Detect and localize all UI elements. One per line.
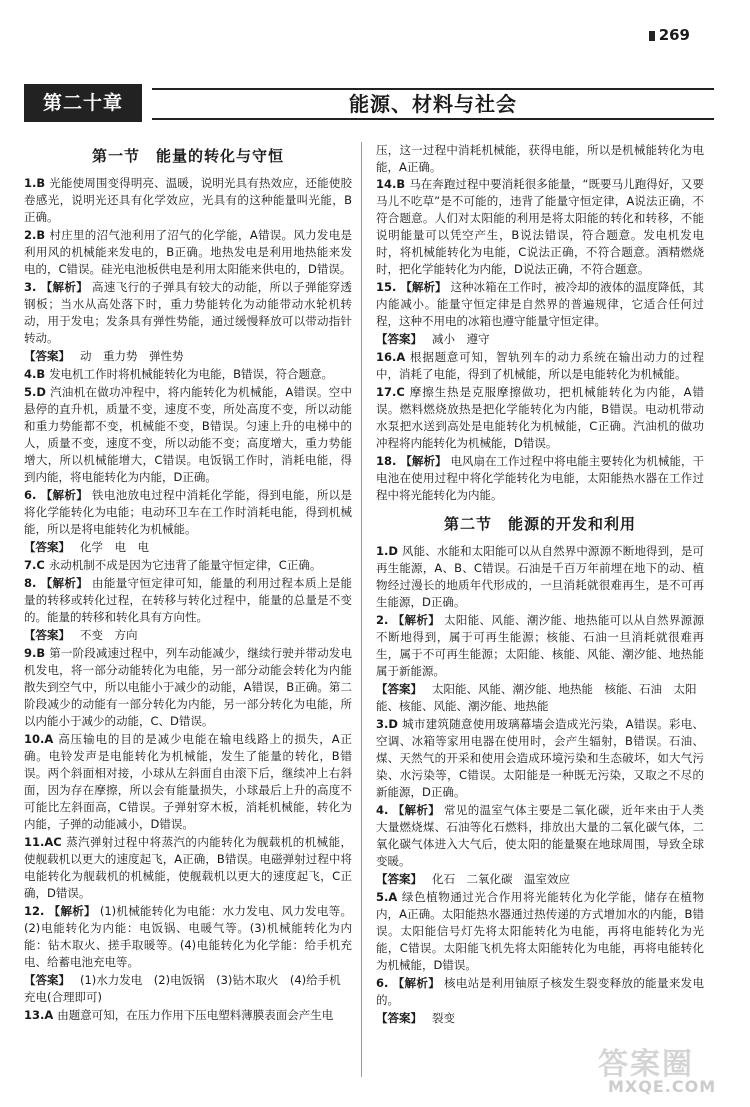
item-number: 5.D [24, 385, 46, 399]
answer-item [376, 716, 704, 801]
answer-item [376, 889, 704, 974]
continued-text: 压，这一过程中消耗机械能，获得电能，所以是机械能转化为电能，A正确。 [376, 143, 704, 174]
item-text: 永动机制不成是因为它违背了能量守恒定律，C正确。 [48, 558, 322, 572]
answer-value: 化学 电 电 [80, 540, 149, 554]
item-number: 5.A [376, 890, 398, 904]
item-text: 绿色植物通过光合作用将光能转化为化学能，储存在植物内，A正确。太阳能热水器通过热传递的方式增加水的内能，B错误。太阳能信号灯先将太阳能转化为电能，再将电能转化为光能，C错误。太阳能飞机先将太阳能转化为电能，再将电能转化为机械能，D错误。 [376, 890, 704, 972]
answer-list-2 [376, 543, 704, 1027]
answer-item [376, 279, 704, 330]
analysis-tag: 【解析】 [392, 803, 441, 817]
answer-item [376, 612, 704, 680]
answer-tag: 【答案】 [24, 540, 70, 554]
answer-item [376, 802, 704, 870]
item-text: 常见的温室气体主要是二氧化碳，近年来由于人类大量燃烧煤、石油等化石燃料，排放出大量的二氧化碳气体，二氧化碳气体进入大气后，使太阳的能量聚在地球周围，导致全球变暖。 [376, 803, 705, 868]
item-number: 9.B [24, 646, 46, 660]
analysis-tag: 【解析】 [400, 280, 447, 294]
answer-line [24, 348, 352, 365]
item-number: 1.D [376, 544, 398, 558]
answer-tag: 【答案】 [376, 682, 422, 696]
item-number: 10.A [24, 732, 54, 746]
item-number: 12. [24, 904, 45, 918]
item-number: 7.C [24, 558, 45, 572]
item-number: 11.AC [24, 835, 62, 849]
analysis-tag: 【解析】 [40, 488, 89, 502]
item-number: 14.B [376, 177, 406, 191]
analysis-tag: 【解析】 [40, 576, 89, 590]
answer-tag: 【答案】 [24, 349, 70, 363]
item-text: 根据题意可知，智轨列车的动力系统在输出动力的过程中，消耗了电能，得到了机械能，所以是电能转化为机械能。 [376, 350, 704, 381]
item-text: 高速飞行的子弹具有较大的动能，所以子弹能穿透钢板；当水从高处落下时，重力势能转化为动能带动水轮机转动，用于发电；发条具有弹性势能，通过缓慢释放可以带动指针转动。 [24, 280, 353, 345]
answer-item [24, 175, 352, 226]
item-number: 4.B [24, 367, 46, 381]
answer-value: 裂变 [432, 1011, 455, 1025]
watermark-text: 答案圈 [598, 1047, 694, 1082]
chapter-header [24, 84, 714, 122]
section-title-2: 第二节 能源的开发和利用 [443, 515, 636, 533]
analysis-tag: 【解析】 [400, 454, 447, 468]
chapter-label: 第二十章 [24, 84, 142, 122]
answer-line [376, 331, 704, 348]
item-text: 由能量守恒定律可知，能量的利用过程本质上是能量的转移或转化过程，在转移与转化过程中，能量的总量是不变的。能量的转移和转化具有方向性。 [24, 576, 353, 624]
analysis-tag: 【解析】 [48, 904, 96, 918]
answer-value: 减小 遵守 [432, 332, 490, 346]
answer-item [376, 176, 704, 278]
item-number: 13.A [24, 1008, 54, 1022]
item-number: 2.B [24, 228, 46, 242]
page-number: 269 [649, 26, 690, 44]
item-text: 高压输电的目的是减少电能在输电线路上的损失，A正确。电铃发声是电能转化为机械能，发生了能量的转化，B错误。两个斜面相对接，小球从左斜面自由滚下后，继续冲上右斜面，因为存在摩擦，所以会有能量损失，小球最后上升的高度不可能比左斜面高，C错误。子弹射穿木板，消耗机械能，转化为内能，子弹的动能减小，D错误。 [24, 732, 352, 831]
right-column [376, 142, 704, 1028]
column-divider [361, 142, 362, 1077]
section-title: 第一节 能量的转化与守恒 [91, 147, 284, 165]
item-number: 6. [24, 488, 37, 502]
page-marker-icon [649, 31, 655, 41]
answer-line [376, 1010, 704, 1027]
item-number: 15. [376, 280, 397, 294]
item-text: 太阳能、风能、潮汐能、地热能可以从自然界源源不断地得到，属于可再生能源；核能、石油一旦消耗就很难再生，属于不可再生能源；太阳能、核能、风能、潮汐能、地热能属于新能源。 [376, 613, 705, 678]
left-column [24, 142, 352, 1025]
item-text: 城市建筑随意使用玻璃幕墙会造成光污染，A错误。彩电、空调、冰箱等家用电器在使用时，会产生辐射，B错误。石油、煤、天然气的开采和使用会造成环境污染和生态破坏，如大气污染、水污染等，C错误。太阳能是一种既无污染，又取之不尽的新能源，D正确。 [376, 717, 704, 799]
item-text: 村庄里的沼气池利用了沼气的化学能，A错误。风力发电是利用风的机械能来发电的，B正确。地热发电是利用地热能来发电的，C错误。硅光电池板供电是利用太阳能来供电的，D错误。 [24, 228, 352, 276]
item-text: 蒸汽弹射过程中将蒸汽的内能转化为舰载机的机械能，使舰载机以更大的速度起飞，A正确，B错误。电磁弹射过程中将电能转化为舰载机的机械能，使舰载机以更大的速度起飞，C正确，D错误。 [24, 835, 352, 900]
item-number: 3.D [376, 717, 398, 731]
item-text: 汽油机在做功冲程中，将内能转化为机械能，A错误。空中悬停的直升机，质量不变，速度不变，所处高度不变，所以动能和重力势能都不变，机械能不变，B错误。匀速上升的电梯中的人，质量不变，速度不变，所以动能不变；高度增大，重力势能增大，所以机械能增大，C错误。电饭锅工作时，消耗电能，得到内能，将电能转化为内能，D正确。 [24, 385, 352, 484]
answer-item [376, 543, 704, 611]
answer-tag: 【答案】 [376, 872, 422, 886]
item-number: 18. [376, 454, 397, 468]
answer-value: 太阳能、风能、潮汐能、地热能 核能、石油 太阳能、核能、风能、潮汐能、地热能 [376, 682, 697, 713]
answer-value: (1)水力发电 (2)电饭锅 (3)钻木取火 (4)给手机充电(合理即可) [24, 973, 341, 1004]
answer-item [24, 384, 352, 486]
answer-item [24, 487, 352, 538]
item-text: 铁电池放电过程中消耗化学能，得到电能，所以是将化学能转化为电能；电动环卫车在工作时消耗电能，得到机械能，所以是将电能转化为机械能。 [24, 488, 353, 536]
item-text: 摩擦生热是克服摩擦做功，把机械能转化为内能，A错误。燃料燃烧放热是把化学能转化为内能，B错误。电动机带动水泵把水送到高处是电能转化为机械能，C正确。汽油机的做功冲程将内能转化为机械能，D错误。 [376, 385, 704, 450]
item-number: 8. [24, 576, 37, 590]
answer-value: 动 重力势 弹性势 [80, 349, 184, 363]
answer-item [24, 834, 352, 902]
item-number: 17.C [376, 385, 405, 399]
answer-item [24, 279, 352, 347]
answer-tag: 【答案】 [24, 973, 70, 987]
item-text: 这种冰箱在工作时，被冷却的液体的温度降低，其内能减小。能量守恒定律是自然界的普遍规律，它适合任何过程，这种不用电的冰箱也遵守能量守恒定律。 [376, 280, 705, 328]
answer-item [376, 349, 704, 383]
item-text: 光能使周围变得明亮、温暖，说明光具有热效应，还能使胶卷感光，说明光还具有化学效应，光具有的这种能量叫光能，B正确。 [24, 176, 352, 224]
answer-line [24, 539, 352, 556]
item-text: 核电站是利用铀原子核发生裂变释放的能量来发电的。 [376, 976, 705, 1007]
answer-item [24, 1007, 352, 1024]
watermark-url: MXQE.COM [608, 1077, 717, 1096]
item-number: 1.B [24, 176, 46, 190]
item-text: (1)机械能转化为电能：水力发电、风力发电等。(2)电能转化为内能：电饭锅、电暖气等。(3)机械能转化为内能：钻木取火、搓手取暖等。(4)电能转化为化学能：给手机充电、给蓄电池充电等。 [24, 904, 352, 969]
chapter-title: 能源、材料与社会 [349, 92, 517, 116]
answer-item [24, 731, 352, 833]
answer-list [24, 175, 352, 1024]
answer-item [24, 903, 352, 971]
answer-item [24, 366, 352, 383]
item-text: 发电机工作时将机械能转化为电能，B错误，符合题意。 [49, 367, 334, 381]
analysis-tag: 【解析】 [40, 280, 89, 294]
item-number: 6. [376, 976, 389, 990]
analysis-tag: 【解析】 [392, 976, 441, 990]
answer-item [376, 975, 704, 1009]
header-rule-bottom [152, 118, 714, 120]
item-number: 4. [376, 803, 389, 817]
answer-value: 化石 二氧化碳 温室效应 [432, 872, 570, 886]
answer-item [376, 384, 704, 452]
item-text: 风能、水能和太阳能可以从自然界中源源不断地得到，是可再生能源，A、B、C错误。石油是千百万年前埋在地下的动、植物经过漫长的地质年代形成的，一旦消耗就很难再生，是不可再生能源，D正确。 [376, 544, 704, 609]
answer-tag: 【答案】 [24, 628, 70, 642]
item-text: 由题意可知，在压力作用下压电塑料薄膜表面会产生电 [57, 1008, 334, 1022]
analysis-tag: 【解析】 [392, 613, 441, 627]
answer-value: 不变 方向 [80, 628, 138, 642]
answer-item [376, 453, 704, 504]
item-number: 3. [24, 280, 37, 294]
answer-list [376, 176, 704, 504]
answer-line [24, 627, 352, 644]
item-number: 2. [376, 613, 389, 627]
answer-item [24, 575, 352, 626]
answer-item [24, 557, 352, 574]
item-text: 第一阶段减速过程中，列车动能减少，继续行驶并带动发电机发电，将一部分动能转化为电能，另一部分动能会转化为内能散失到空气中，所以电能小于减少的动能，A错误，B正确。第二阶段减少的动能有一部分转化为内能，另一部分转化为电能，所以内能小于减少的动能，C、D错误。 [24, 646, 352, 728]
watermark-logo [598, 1039, 736, 1099]
answer-line [376, 871, 704, 888]
answer-line [376, 681, 704, 715]
answer-line [24, 972, 352, 1006]
answer-tag: 【答案】 [376, 332, 422, 346]
item-number: 16.A [376, 350, 406, 364]
item-text: 马在奔跑过程中要消耗很多能量，“既要马儿跑得好，又要马儿不吃草”是不可能的，违背了能量守恒定律，A说法正确，不符合题意。人们对太阳能的利用是将太阳能的转化和转移，不能说明能量可以凭空产生，B说法错误，符合题意。发电机发电时，将机械能转化为电能，C说法正确，不符合题意。酒精燃烧时，把化学能转化为内能，D说法正确，不符合题意。 [376, 177, 704, 276]
answer-item [24, 645, 352, 730]
item-text: 电风扇在工作过程中将电能主要转化为机械能，干电池在使用过程中将化学能转化为电能，太阳能热水器在工作过程中将光能转化为内能。 [376, 454, 705, 502]
answer-tag: 【答案】 [376, 1011, 422, 1025]
answer-item [24, 227, 352, 278]
